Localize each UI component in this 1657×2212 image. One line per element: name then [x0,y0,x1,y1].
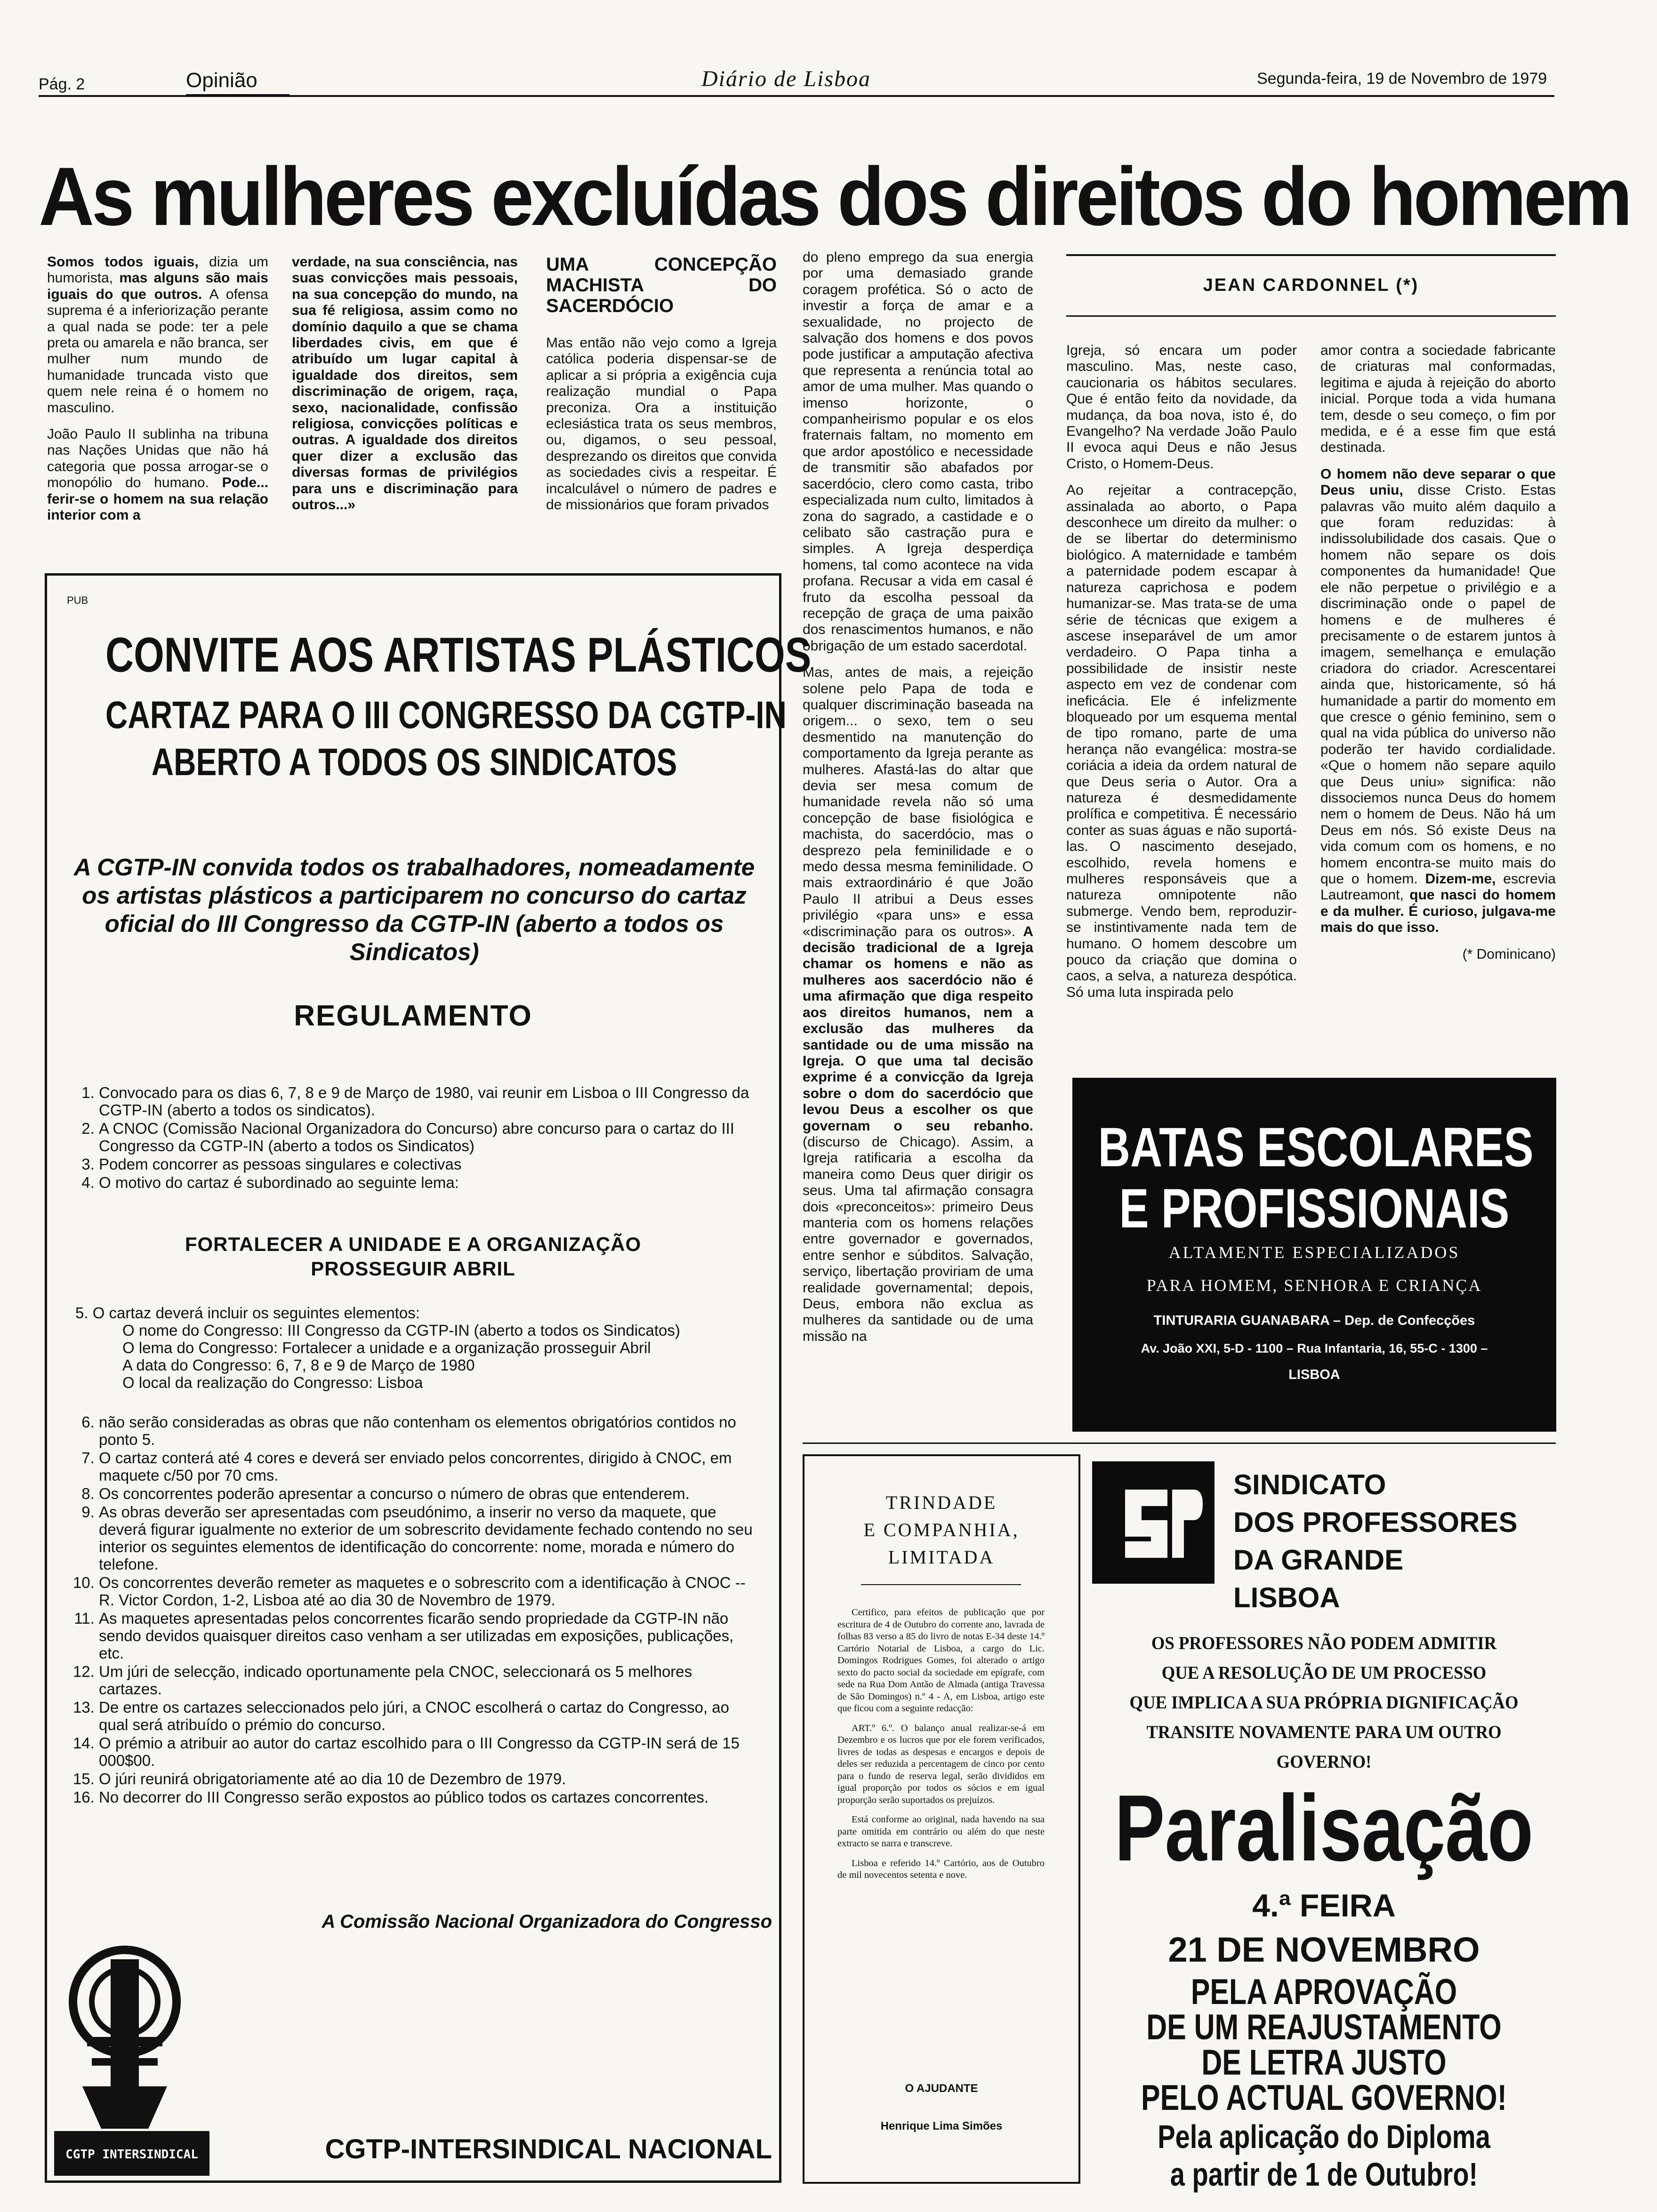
article-column-1: Somos todos iguais, dizia um humorista, mas alguns são mais iguais do que outros. A ofensa suprema é a inferiorização perante a qual nada se pode: ter a pele preta ou amarela e não branca, ser mulher num mundo de humanidade truncada visto que quem nele reina é o homem no masculino. João Paulo II sublinha na tribuna nas Nações Unidas que não há categoria que possa arrogar-se o monopólio do humano. Pode... ferir-se o homem na sua relação interior com a [47,254,268,523]
ad-subtitle-2: ABERTO A TODOS OS SINDICATOS [151,741,677,784]
sp-logo-icon [1092,1461,1215,1584]
reg-item: 6. não serão consideradas as obras que não contenham os elementos obrigatórios contidos no ponto 5. [99,1413,758,1448]
regulation-title: REGULAMENTO [294,1000,532,1032]
ad-sindicato [1092,1461,1556,2193]
batas-title-1: BATAS ESCOLARES [1098,1116,1534,1178]
divider-rule [803,1443,1556,1444]
reg-item: 4. O motivo do cartaz é subordinado ao seguinte lema: [99,1174,758,1191]
ad-title: CONVITE AOS ARTISTAS PLÁSTICOS [105,628,812,682]
reg-item: 15. O júri reunirá obrigatoriamente até ao dia 10 de Dezembro de 1979. [99,1770,758,1787]
subhead: UMA CONCEPÇÃO MACHISTA DO SACERDÓCIO [546,254,777,316]
regulation-list-2 [66,1413,758,1807]
strike-reasons: PELA APROVAÇÃO DE UM REAJUSTAMENTO DE LETRA JUSTO PELO ACTUAL GOVERNO! [1141,1972,1507,2118]
ad-cgtp-box [45,573,812,2183]
headline: As mulheres excluídas dos direitos do homem [39,151,1630,243]
sindicato-notice: OS PROFESSORES NÃO PODEM ADMITIR QUE A RESOLUÇÃO DE UM PROCESSO QUE IMPLICA A SUA PRÓPRIA DIGNIFICAÇÃO TRANSITE NOVAMENTE PARA UM OUTRO GOVERNO! [1129,1633,1519,1772]
cgtp-logo [54,1931,209,2176]
batas-line-3: TINTURARIA GUANABARA – Dep. de Confecções [1153,1313,1475,1328]
batas-line-1: ALTAMENTE ESPECIALIZADOS [1168,1243,1460,1262]
article-column-5: Igreja, só encara um poder masculino. Mas, neste caso, caucionaria os hábitos seculares. Que é então feito da novidade, da mudança, da boa nova, isto é, do Evangelho? Na verdade João Paulo II evoca aqui Deus e não Jesus Cristo, o Homem-Deus. Ao rejeitar a contracepção, assinalada ao aborto, o Papa desconhece um direito da mulher: o de se libertar do determinismo biológico. A maternidade e também a paternidade podem escapar à natureza caprichosa e podem humanizar-se. Mas trata-se de uma série de técnicas que exigem a ascese inseparável de um amor verdadeiro. O Papa tinha a possibilidade de insistir neste aspecto em vez de condenar com ineficácia. Ele é infelizmente bloqueado por um esquema mental de tipo romano, parte de uma herança não evangélica: mostra-se coriácia a ideia da ordem natural de que Deus seria o Autor. Ora a natureza é desmedidamente prolífica e competitiva. É necessário conter as suas águas e não suportá-las. O nascimento desejado, escolhido, revela homens e mulheres responsáveis que a natureza omnipotente não submerge. Vendo bem, reproduzir-se instintivamente nada tem de humano. O homem descobre um pouco da criação que domina o caos, a selva, a natureza despótica. Só uma luta inspirada pelo [1066,343,1297,1000]
sindicato-name: SINDICATO DOS PROFESSORES DA GRANDE LISBOA [1233,1469,1518,1613]
motto: FORTALECER A UNIDADE E A ORGANIZAÇÃO PROSSEGUIR ABRIL [185,1233,642,1280]
notice-trindade [803,1454,1080,2184]
notice-title-rule [861,1584,1021,1585]
reg-item: 16. No decorrer do III Congresso serão expostos ao público todos os cartazes concorrentes. [99,1788,758,1806]
byline-rule-top [1066,254,1556,256]
article-column-6: amor contra a sociedade fabricante de criaturas mal conformadas, legitima e ajuda à rejeição do aborto inicial. Porque toda a vida humana tem, desde o seu começo, o fim por medida, e é a esse fim que está destinada. O homem não deve separar o que Deus uniu, disse Cristo. Estas palavras vão muito além daquilo a que foram reduzidas: à indissolubilidade dos casais. Que o homem não separe os dois componentes da humanidade! Que ele não perpetue o privilégio e a discriminação onde o papel de homens e de mulheres é precisamente o de estarem juntos à imagem, semelhança e emulação criadora do criador. Acrescentarei ainda que, historicamente, só há humanidade a partir do momento em que cresce o génio feminino, sem o qual na vida pública do universo não poderão ter havido cordialidade. «Que o homem não separe aquilo que Deus uniu» significa: não dissociemos nunca Deus do homem nem o homem de Deus. Não há um Deus em nós. Só existe Deus na vida comum com os homens, e no homem encontra-se muito mais do que o homem. Dizem-me, escrevia Lautreamont, que nasci do homem e da mulher. É curioso, julgava-me mais do que isso. (* Dominicano) [1320,343,1556,962]
reg-item: 12. Um júri de selecção, indicado oportunamente pela CNOC, seleccionará os 5 melhores cartazes. [99,1663,758,1698]
batas-line-4: Av. João XXI, 5-D - 1100 – Rua Infantaria, 16, 55-C - 1300 – [1141,1341,1488,1355]
reg-item: 13. De entre os cartazes seleccionados pelo júri, a CNOC escolherá o cartaz do Congresso, ao qual será atribuído o prémio do concurso. [99,1699,758,1733]
ad-subtitle-1: CARTAZ PARA O III CONGRESSO DA CGTP-IN [105,694,787,737]
article-column-3: UMA CONCEPÇÃO MACHISTA DO SACERDÓCIO Mas então não vejo como a Igreja católica poderia dispensar-se de aplicar a si própria a exigência cuja realização mundial o Papa preconiza. Ora a instituição eclesiástica trata os seus membros, ou, digamos, o seu pessoal, desprezando os direitos que convida as sociedades civis a respeitar. É incalculável o número de padres e de missionários que foram privados [546,254,777,513]
reg-item: 8. Os concorrentes poderão apresentar a concurso o número de obras que entenderem. [99,1485,758,1502]
ad-footer: CGTP-INTERSINDICAL NACIONAL [325,2134,772,2164]
reg-item: 11. As maquetes apresentadas pelos concorrentes ficarão sendo propriedade da CGTP-IN não sendo devidos quaisquer direitos caso venham a ser utilizadas em exposições, publicações, etc. [99,1610,758,1662]
reg-item: 2. A CNOC (Comissão Nacional Organizadora do Concurso) abre concurso para o cartaz do III Congresso da CGTP-IN (aberto a todos os Sindicatos) [99,1120,758,1154]
regulation-item-5: 5. O cartaz deverá incluir os seguintes elementos: O nome do Congresso: III Congresso da CGTP-IN (aberto a todos os Sindicatos) O lema do Congresso: Fortalecer a unidade e a organização prosseguir Abril A data do Congresso: 6, 7, 8 e 9 de Março de 1980 O local da realização do Congresso: Lisboa [75,1304,680,1391]
byline: JEAN CARDONNEL (*) [1203,275,1419,295]
batas-line-2: PARA HOMEM, SENHORA E CRIANÇA [1146,1276,1482,1295]
sindicato-logo [1092,1461,1215,1584]
reg-item: 3. Podem concorrer as pessoas singulares e colectivas [99,1155,758,1173]
article-column-4: do pleno emprego da sua energia por uma demasiado grande coragem profética. Só o acto de investir a força de amar e a sexualidade, no projecto de salvação dos homens e dos povos pode justificar a amputação afectiva que representa a renúncia total ao amor de uma mulher. Mas quando o imenso horizonte, o companheirismo popular e os elos fraternais faltam, no momento em que ardor apostólico e necessidade de transmitir são abafados por sacerdócio, clero como casta, tribo especializada num culto, limitados à zona do sagrado, a castidade e o celibato são castração pura e simples. A Igreja desperdiça homens, tal como acontece na vida profana. Recusar a vida em casal é fruto da escolha pessoal da recepção de graça de uma paixão dos renascimentos humanos, e não obrigação de um estado sacerdotal. Mas, antes de mais, a rejeição solene pelo Papa de toda e qualquer discriminação baseada na origem... o sexo, tem o seu desmentido na manutenção do comportamento da Igreja perante as mulheres. Afastá-las do altar que devia ser mesa comum de humanidade revela não só uma concepção de base fisiológica e machista, do sacerdócio, mas o desprezo pela feminilidade e o medo dessa mesma feminilidade. O mais extraordinário é que João Paulo II atribui a Deus esses privilégio «para uns» e essa «discriminação para os outros». A decisão tradicional de a Igreja chamar os homens e não as mulheres aos sacerdócio não é uma afirmação que diga respeito aos direitos humanos, nem a exclusão das mulheres da santidade ou de uma missão na Igreja. O que uma tal decisão exprime é a convicção da Igreja sobre o dom do sacerdócio que levou Deus a escolher os que governam o seu rebanho. (discurso de Chicago). Assim, a Igreja ratificaria a escolha da maneira como Deus quer dirigir os seus. Uma tal afirmação consagra dois «preconceitos»: primeiro Deus manteria com os homens relações entre governador e governados, entre senhor e súbditos. Salvação, serviço, libertação proviriam de uma realidade governamental; depois, Deus, embora não exclua as mulheres da santidade ou de uma missão na [803,249,1033,1344]
batas-title-2: E PROFISSIONAIS [1119,1178,1510,1240]
section-name: Opinião [186,69,257,92]
ad-signature: A Comissão Nacional Organizadora do Congresso [322,1911,772,1932]
batas-line-5: LISBOA [1288,1367,1340,1382]
reg-item: 9. As obras deverão ser apresentadas com pseudónimo, a inserir no verso da maquete, que deverá figurar igualmente no exterior de um sobrescrito devidamente fechado contendo no seu interior os seguintes elementos de identificação do concorrente: nome, morada e número do telefone. [99,1503,758,1573]
header-rule [39,95,1554,97]
page-number: Pág. 2 [39,75,85,93]
reg-item: 1. Convocado para os dias 6, 7, 8 e 9 de Março de 1980, vai reunir em Lisboa o III Congresso da CGTP-IN (aberto a todos os sindicatos). [99,1084,758,1119]
notice-sign-title: O AJUDANTE [905,2082,978,2095]
ad-batas [1072,1078,1556,1432]
notice-body: Certifico, para efeitos de publicação que por escritura de 4 de Outubro do corrente ano, lavrada de folhas 83 verso a 85 do livro de notas E-34 deste 14.º Cartório Notarial de Lisboa, a cargo do Lic. Domingos Rodrigues Gomes, foi alterado o artigo sexto do pacto social da sociedade em epígrafe, com sede na Rua Dom Antão de Almada (antiga Travessa de São Domingos) n.º 4 - A, em Lisboa, artigo este que ficou com a seguinte redacção: ART.º 6.º. O balanço anual realizar-se-á em Dezembro e os lucros que por ele forem verificados, livres de todas as despesas e encargos e depois de deles ser reduzida a percentagem de cinco por cento para o fundo de reserva legal, serão divididos em igual proporção por todos os sócios e em igual proporção serão suportados os prejuízos. Está conforme ao original, nada havendo na sua parte omitida em contrário ou além do que neste extracto se narra e transcreve. Lisboa e referido 14.º Cartório, aos de Outubro de mil novecentos setenta e nove. [837,1607,1045,1880]
pub-label: PUB [67,594,88,606]
notice-sign-name: Henrique Lima Simões [880,2120,1003,2132]
reg-item: 14. O prémio a atribuir ao autor do cartaz escolhido para o III Congresso da CGTP-IN será de 15 000$00. [99,1734,758,1769]
logo-caption: CGTP INTERSINDICAL [65,2148,198,2162]
notice-title: TRINDADE E COMPANHIA, LIMITADA [863,1492,1020,1568]
reg-item: 7. O cartaz conterá até 4 cores e deverá ser enviado pelos concorrentes, dirigido à CNOC, em maquete c/50 por 70 cms. [99,1449,758,1484]
strike-date: 21 DE NOVEMBRO [1168,1930,1480,1969]
ad-intro: A CGTP-IN convida todos os trabalhadores, nomeadamente os artistas plásticos a participarem no concurso do cartaz oficial do III Congresso da CGTP-IN (aberto a todos os Sindicatos) [73,854,755,965]
article-column-2: verdade, na sua consciência, nas suas convicções mais pessoais, na sua concepção do mundo, na sua fé religiosa, assim como no domínio daquilo a que se chama liberdades civis, em que é atribuído um lugar capital à igualdade dos direitos, sem discriminação de origem, raça, sexo, nacionalidade, confissão religiosa, convicções políticas e outras. A igualdade dos direitos quer dizer a exclusão das diversas formas de privilégios para uns e discriminação para outros...» [292,254,518,513]
strike-day: 4.ª FEIRA [1252,1888,1396,1923]
paralisacao: Paralisação [1114,1776,1534,1881]
strike-demand: Pela aplicação do Diploma a partir de 1 de Outubro! [1158,2118,1490,2193]
regulation-list-1 [66,1084,758,1192]
issue-date: Segunda-feira, 19 de Novembro de 1979 [1257,70,1547,88]
cgtp-logo-icon [54,1931,209,2176]
footnote: (* Dominicano) [1462,946,1556,962]
byline-rule-bottom [1066,315,1556,317]
masthead: Diário de Lisboa [701,66,871,91]
reg-item: 10. Os concorrentes deverão remeter as maquetes e o sobrescrito com a identificação à CNOC -- R. Victor Cordon, 1-2, Lisboa até ao dia 30 de Novembro de 1979. [99,1574,758,1609]
